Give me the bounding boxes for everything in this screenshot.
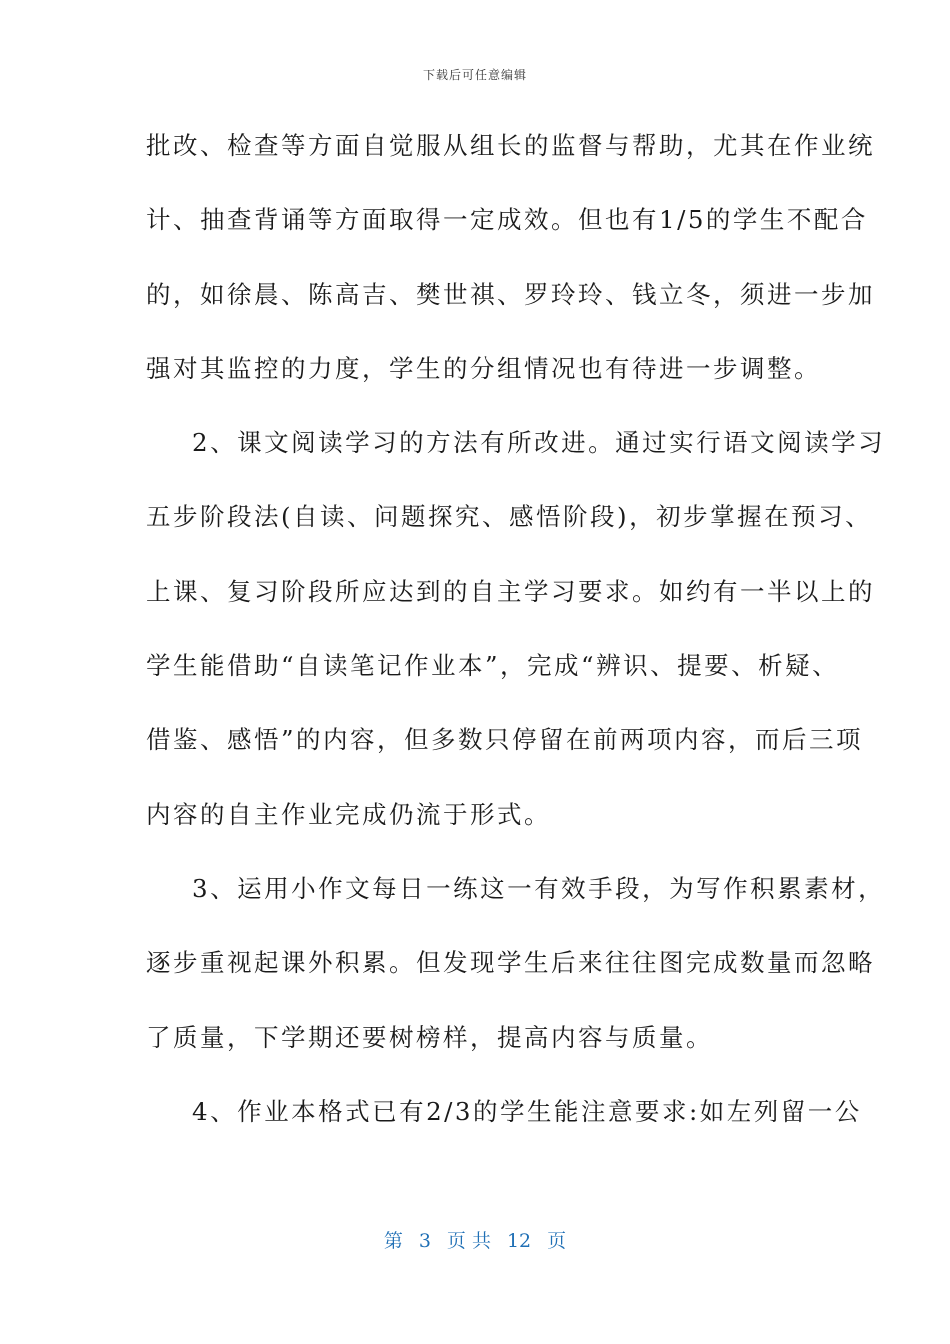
current-page-number: 3 <box>418 1230 431 1252</box>
text-line: 批改、检查等方面自觉服从组长的监督与帮助，尤其在作业统 <box>146 131 875 160</box>
text-line: 了质量，下学期还要树榜样，提高内容与质量。 <box>146 1022 713 1052</box>
page-footer <box>0 1226 950 1253</box>
text-line: 借鉴、感悟”的内容，但多数只停留在前两项内容，而后三项 <box>146 725 864 755</box>
paragraph-start-line: 2、课文阅读学习的方法有所改进。通过实行语文阅读学习 <box>192 428 886 458</box>
footer-prefix: 第 <box>383 1230 403 1252</box>
footer-suffix: 页 <box>547 1230 567 1252</box>
text-line: 五步阶段法(自读、问题探究、感悟阶段)，初步掌握在预习、 <box>146 502 873 532</box>
text-line: 的，如徐晨、陈高吉、樊世祺、罗玲玲、钱立冬，须进一步加 <box>146 279 875 309</box>
text-line: 上课、复习阶段所应达到的自主学习要求。如约有一半以上的 <box>146 576 875 606</box>
text-line: 内容的自主作业完成仍流于形式。 <box>146 799 551 829</box>
total-pages-number: 12 <box>506 1230 532 1252</box>
text-line: 强对其监控的力度，学生的分组情况也有待进一步调整。 <box>146 353 821 383</box>
text-line: 计、抽查背诵等方面取得一定成效。但也有1/5的学生不配合 <box>146 205 868 235</box>
paragraph-start-line: 3、运用小作文每日一练这一有效手段，为写作积累素材， <box>192 873 886 903</box>
document-body <box>146 122 886 1162</box>
text-line: 逐步重视起课外积累。但发现学生后来往往图完成数量而忽略 <box>146 948 875 978</box>
paragraph-start-line: 4、作业本格式已有2/3的学生能注意要求:如左列留一公 <box>192 1096 862 1126</box>
text-line: 学生能借助“自读笔记作业本”，完成“辨识、提要、析疑、 <box>146 651 840 681</box>
page-header: 下载后可任意编辑 <box>422 68 527 82</box>
footer-middle: 页 共 <box>446 1230 491 1252</box>
